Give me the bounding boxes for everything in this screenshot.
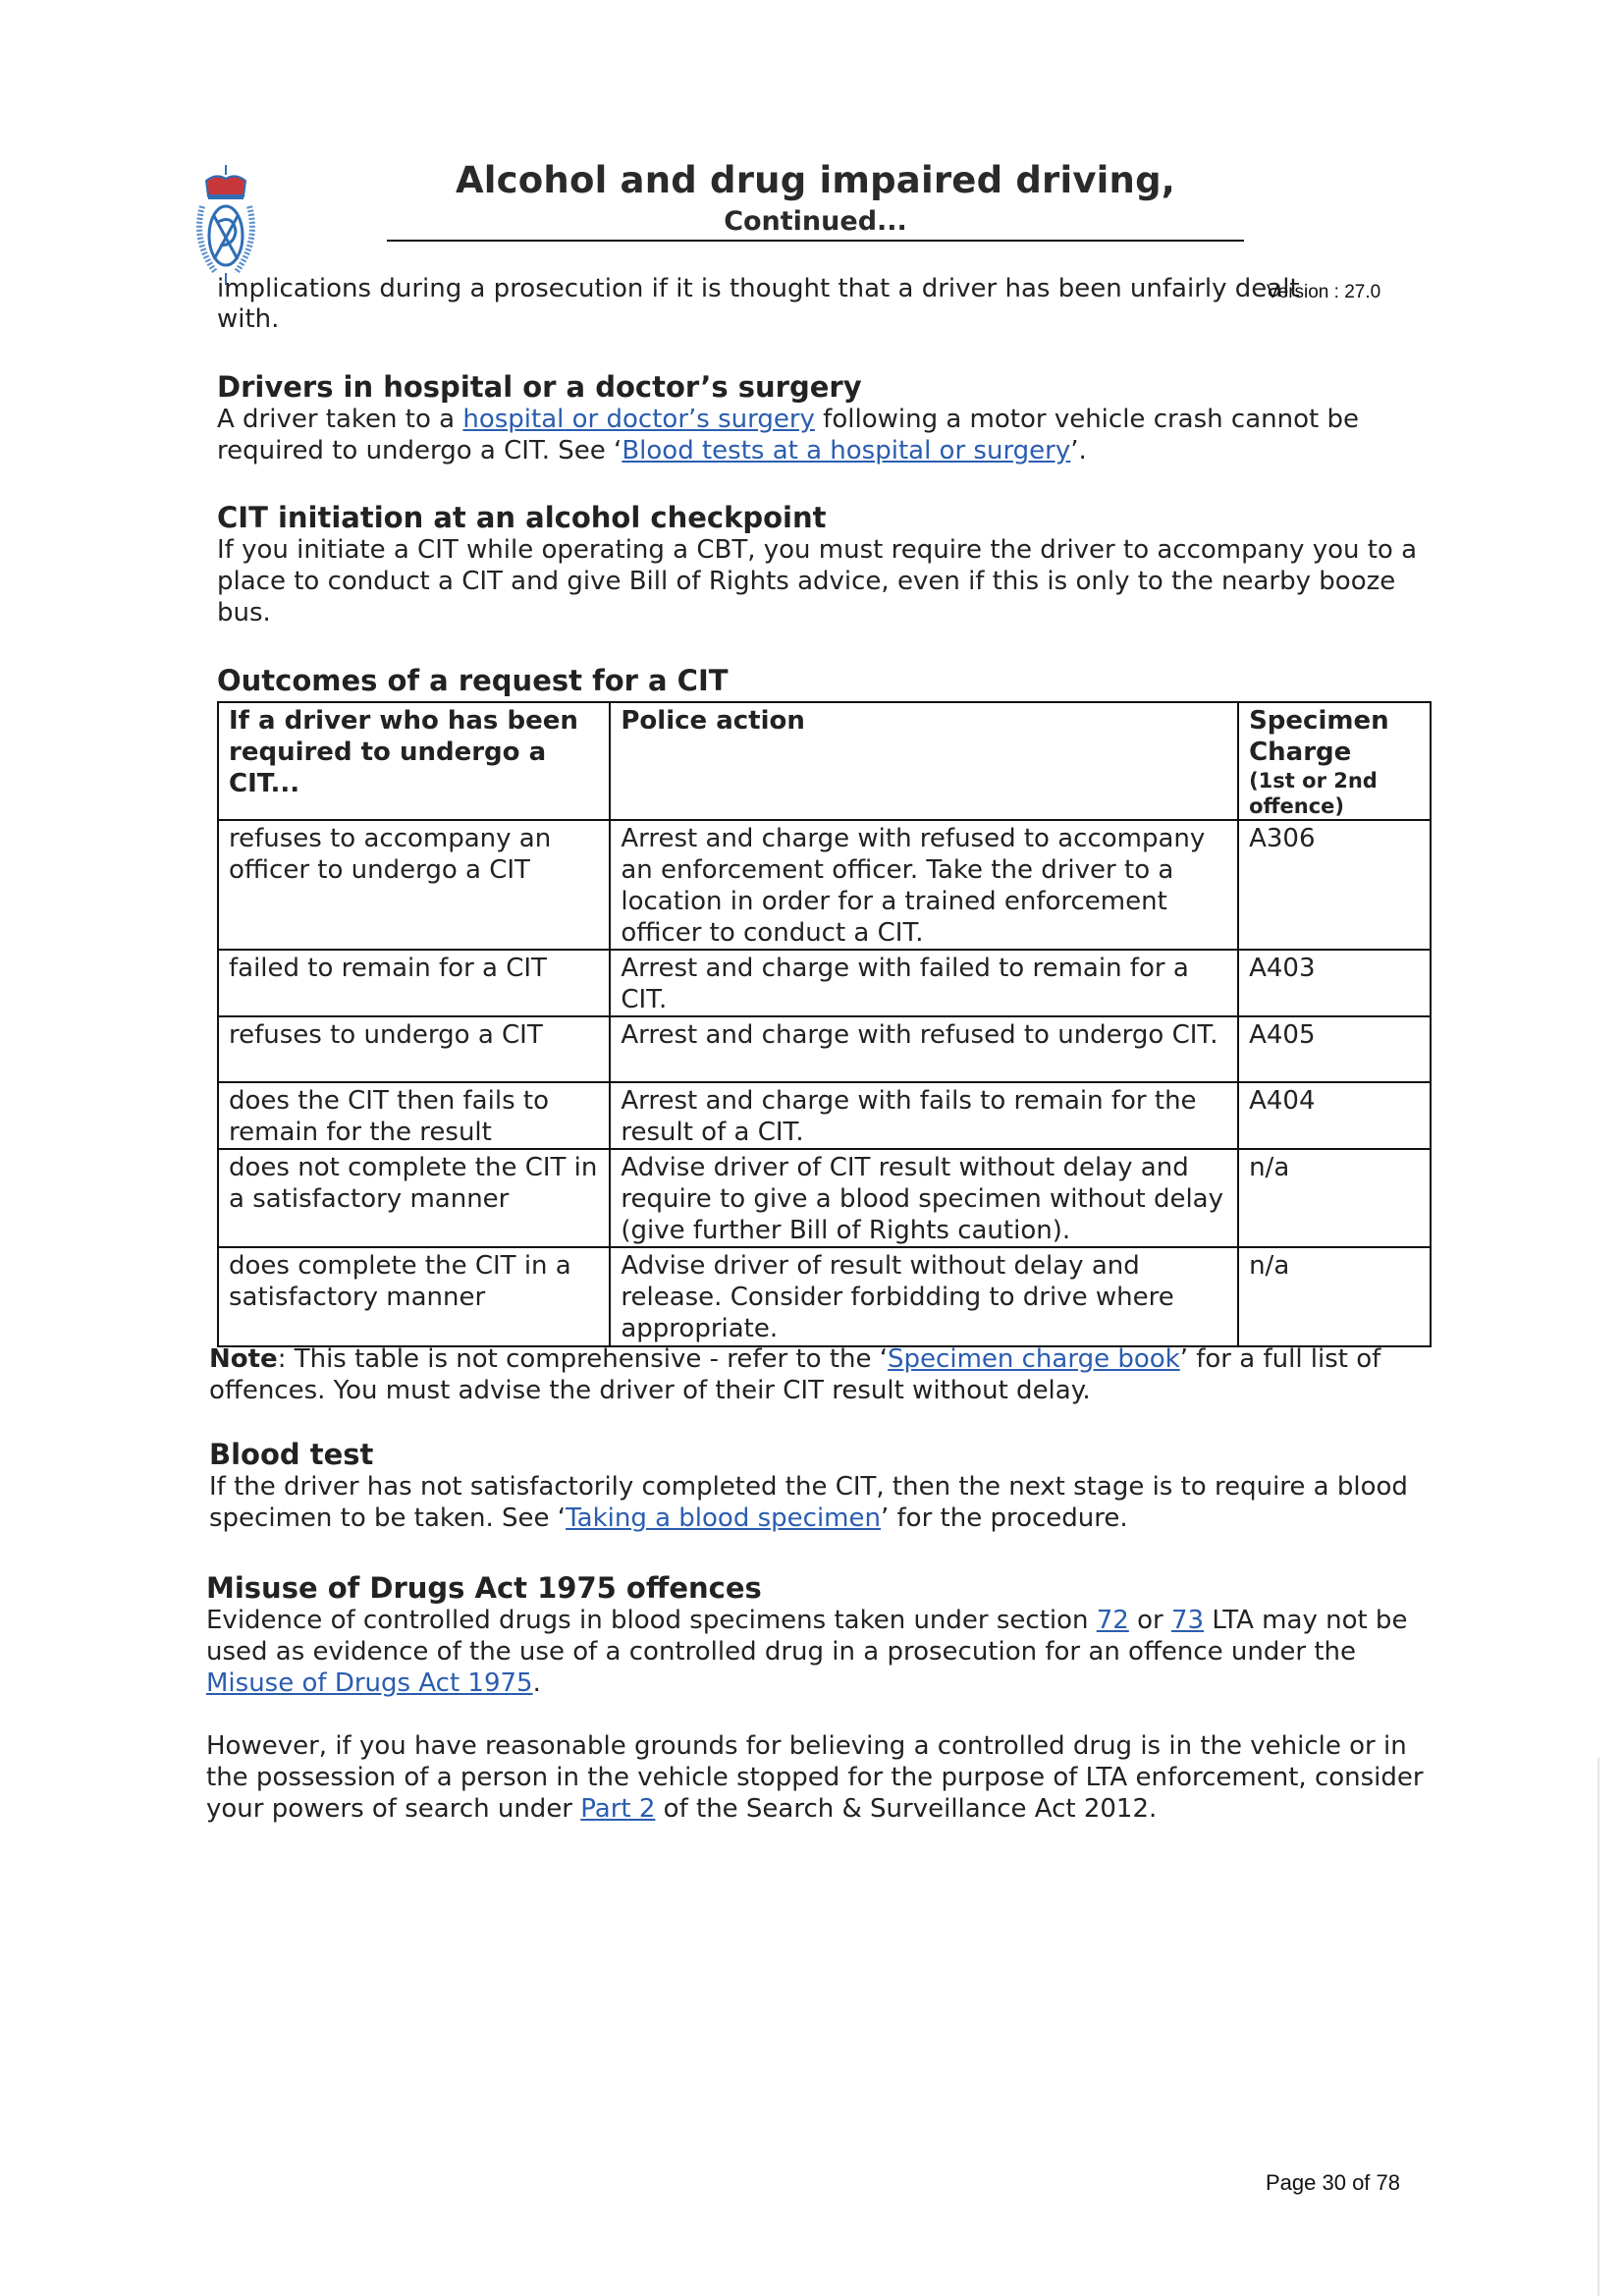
text: LTA may not be used as evidence of the use of a controlled drug in a prosecution for an offence under the bbox=[206, 1606, 1408, 1667]
page-subtitle: Continued... bbox=[724, 206, 907, 237]
section-misuse-of-drugs bbox=[206, 1571, 1424, 1825]
text: or bbox=[1128, 1606, 1171, 1635]
header-subtext: (1st or 2nd offence) bbox=[1249, 769, 1378, 818]
section-heading: Misuse of Drugs Act 1975 offences bbox=[206, 1571, 762, 1605]
cell-charge: A403 bbox=[1238, 950, 1431, 1016]
cell-condition: refuses to undergo a CIT bbox=[218, 1016, 610, 1082]
table-row bbox=[218, 1016, 1431, 1082]
link-section-72[interactable]: 72 bbox=[1096, 1606, 1129, 1635]
table-note bbox=[209, 1343, 1427, 1406]
section-heading: Blood test bbox=[209, 1438, 374, 1471]
nz-police-crest-icon bbox=[187, 163, 265, 289]
section-checkpoint bbox=[217, 501, 1425, 629]
cell-condition: does complete the CIT in a satisfactory manner bbox=[218, 1247, 610, 1346]
section-heading: CIT initiation at an alcohol checkpoint bbox=[217, 501, 827, 534]
table-row bbox=[218, 820, 1431, 950]
cell-action: Arrest and charge with failed to remain for a CIT. bbox=[610, 950, 1238, 1016]
cell-action: Advise driver of result without delay and release. Consider forbidding to drive where appropriate. bbox=[610, 1247, 1238, 1346]
cell-action: Arrest and charge with fails to remain for the result of a CIT. bbox=[610, 1082, 1238, 1149]
text: following a motor vehicle crash cannot be required to undergo a CIT. See ‘ bbox=[217, 405, 1359, 465]
header-text: Specimen Charge bbox=[1249, 706, 1389, 767]
section-outcomes bbox=[217, 664, 729, 697]
link-blood-tests-hospital[interactable]: Blood tests at a hospital or surgery bbox=[622, 436, 1071, 465]
cell-charge: A306 bbox=[1238, 820, 1431, 950]
cell-condition: does the CIT then fails to remain for the result bbox=[218, 1082, 610, 1149]
table-header-row bbox=[218, 702, 1431, 820]
link-misuse-of-drugs-act[interactable]: Misuse of Drugs Act 1975 bbox=[206, 1668, 533, 1698]
section-hospital bbox=[217, 370, 1425, 466]
text: A driver taken to a bbox=[217, 405, 463, 434]
column-header-condition: If a driver who has been required to undergo a CIT... bbox=[218, 702, 610, 820]
section-paragraph: If you initiate a CIT while operating a CBT, you must require the driver to accompany you to a place to conduct a CIT and give Bill of Rights advice, even if this is only to the nearby booze bus. bbox=[217, 535, 1418, 628]
cell-condition: does not complete the CIT in a satisfactory manner bbox=[218, 1149, 610, 1247]
intro-line-1: implications during a prosecution if it is thought that a driver has been unfairly dealt bbox=[217, 274, 1300, 303]
link-hospital-or-doctors-surgery[interactable]: hospital or doctor’s surgery bbox=[462, 405, 815, 434]
cell-charge: n/a bbox=[1238, 1149, 1431, 1247]
section-paragraph-1 bbox=[206, 1605, 1424, 1699]
section-heading: Outcomes of a request for a CIT bbox=[217, 664, 729, 697]
cell-charge: A405 bbox=[1238, 1016, 1431, 1082]
section-heading: Drivers in hospital or a doctor’s surgery bbox=[217, 370, 862, 404]
text: . bbox=[532, 1668, 541, 1698]
page-number: Page 30 of 78 bbox=[1266, 2170, 1401, 2195]
text: ’ for the procedure. bbox=[880, 1503, 1128, 1533]
text: : This table is not comprehensive - refer to the ‘ bbox=[277, 1344, 889, 1374]
table-row bbox=[218, 950, 1431, 1016]
cell-condition: refuses to accompany an officer to undergo a CIT bbox=[218, 820, 610, 950]
column-header-specimen-charge bbox=[1238, 702, 1431, 820]
link-part-2[interactable]: Part 2 bbox=[580, 1794, 656, 1824]
table-row bbox=[218, 1082, 1431, 1149]
link-section-73[interactable]: 73 bbox=[1171, 1606, 1205, 1635]
table-row bbox=[218, 1149, 1431, 1247]
intro-continuation bbox=[217, 273, 1300, 304]
link-specimen-charge-book[interactable]: Specimen charge book bbox=[888, 1344, 1180, 1374]
section-blood-test bbox=[209, 1438, 1427, 1534]
section-paragraph bbox=[209, 1471, 1427, 1534]
table-row bbox=[218, 1247, 1431, 1346]
section-paragraph bbox=[217, 404, 1425, 466]
intro-line-2: with. bbox=[217, 304, 280, 334]
text: However, if you have reasonable grounds for believing a controlled drug is in the vehicle or in the possession of a person in the vehicle stopped for the purpose of LTA enforcement, consider your powers of search under bbox=[206, 1731, 1424, 1824]
text: ’ for a full list of offences. You must advise the driver of their CIT result without delay. bbox=[209, 1344, 1381, 1405]
cell-charge: A404 bbox=[1238, 1082, 1431, 1149]
version-label: Version : 27.0 bbox=[1267, 282, 1381, 302]
cell-charge: n/a bbox=[1238, 1247, 1431, 1346]
link-taking-blood-specimen[interactable]: Taking a blood specimen bbox=[566, 1503, 881, 1533]
cell-action: Arrest and charge with refused to accompany an enforcement officer. Take the driver to a location in order for a trained enforcement officer to conduct a CIT. bbox=[610, 820, 1238, 950]
text: If the driver has not satisfactorily completed the CIT, then the next stage is to require a blood specimen to be taken. See ‘ bbox=[209, 1472, 1408, 1533]
text: of the Search & Surveillance Act 2012. bbox=[655, 1794, 1158, 1824]
page-edge-divider bbox=[1597, 1758, 1599, 2296]
cell-action: Arrest and charge with refused to undergo CIT. bbox=[610, 1016, 1238, 1082]
page-title: Alcohol and drug impaired driving, bbox=[455, 159, 1176, 201]
outcomes-table bbox=[217, 701, 1432, 1347]
column-header-police-action: Police action bbox=[610, 702, 1238, 820]
header-divider bbox=[387, 240, 1244, 242]
cell-action: Advise driver of CIT result without delay and require to give a blood specimen without delay (give further Bill of Rights caution). bbox=[610, 1149, 1238, 1247]
text: ’. bbox=[1070, 436, 1087, 465]
text: Evidence of controlled drugs in blood specimens taken under section bbox=[206, 1606, 1097, 1635]
note-label: Note bbox=[209, 1344, 278, 1374]
section-paragraph-2 bbox=[206, 1730, 1424, 1825]
cell-condition: failed to remain for a CIT bbox=[218, 950, 610, 1016]
